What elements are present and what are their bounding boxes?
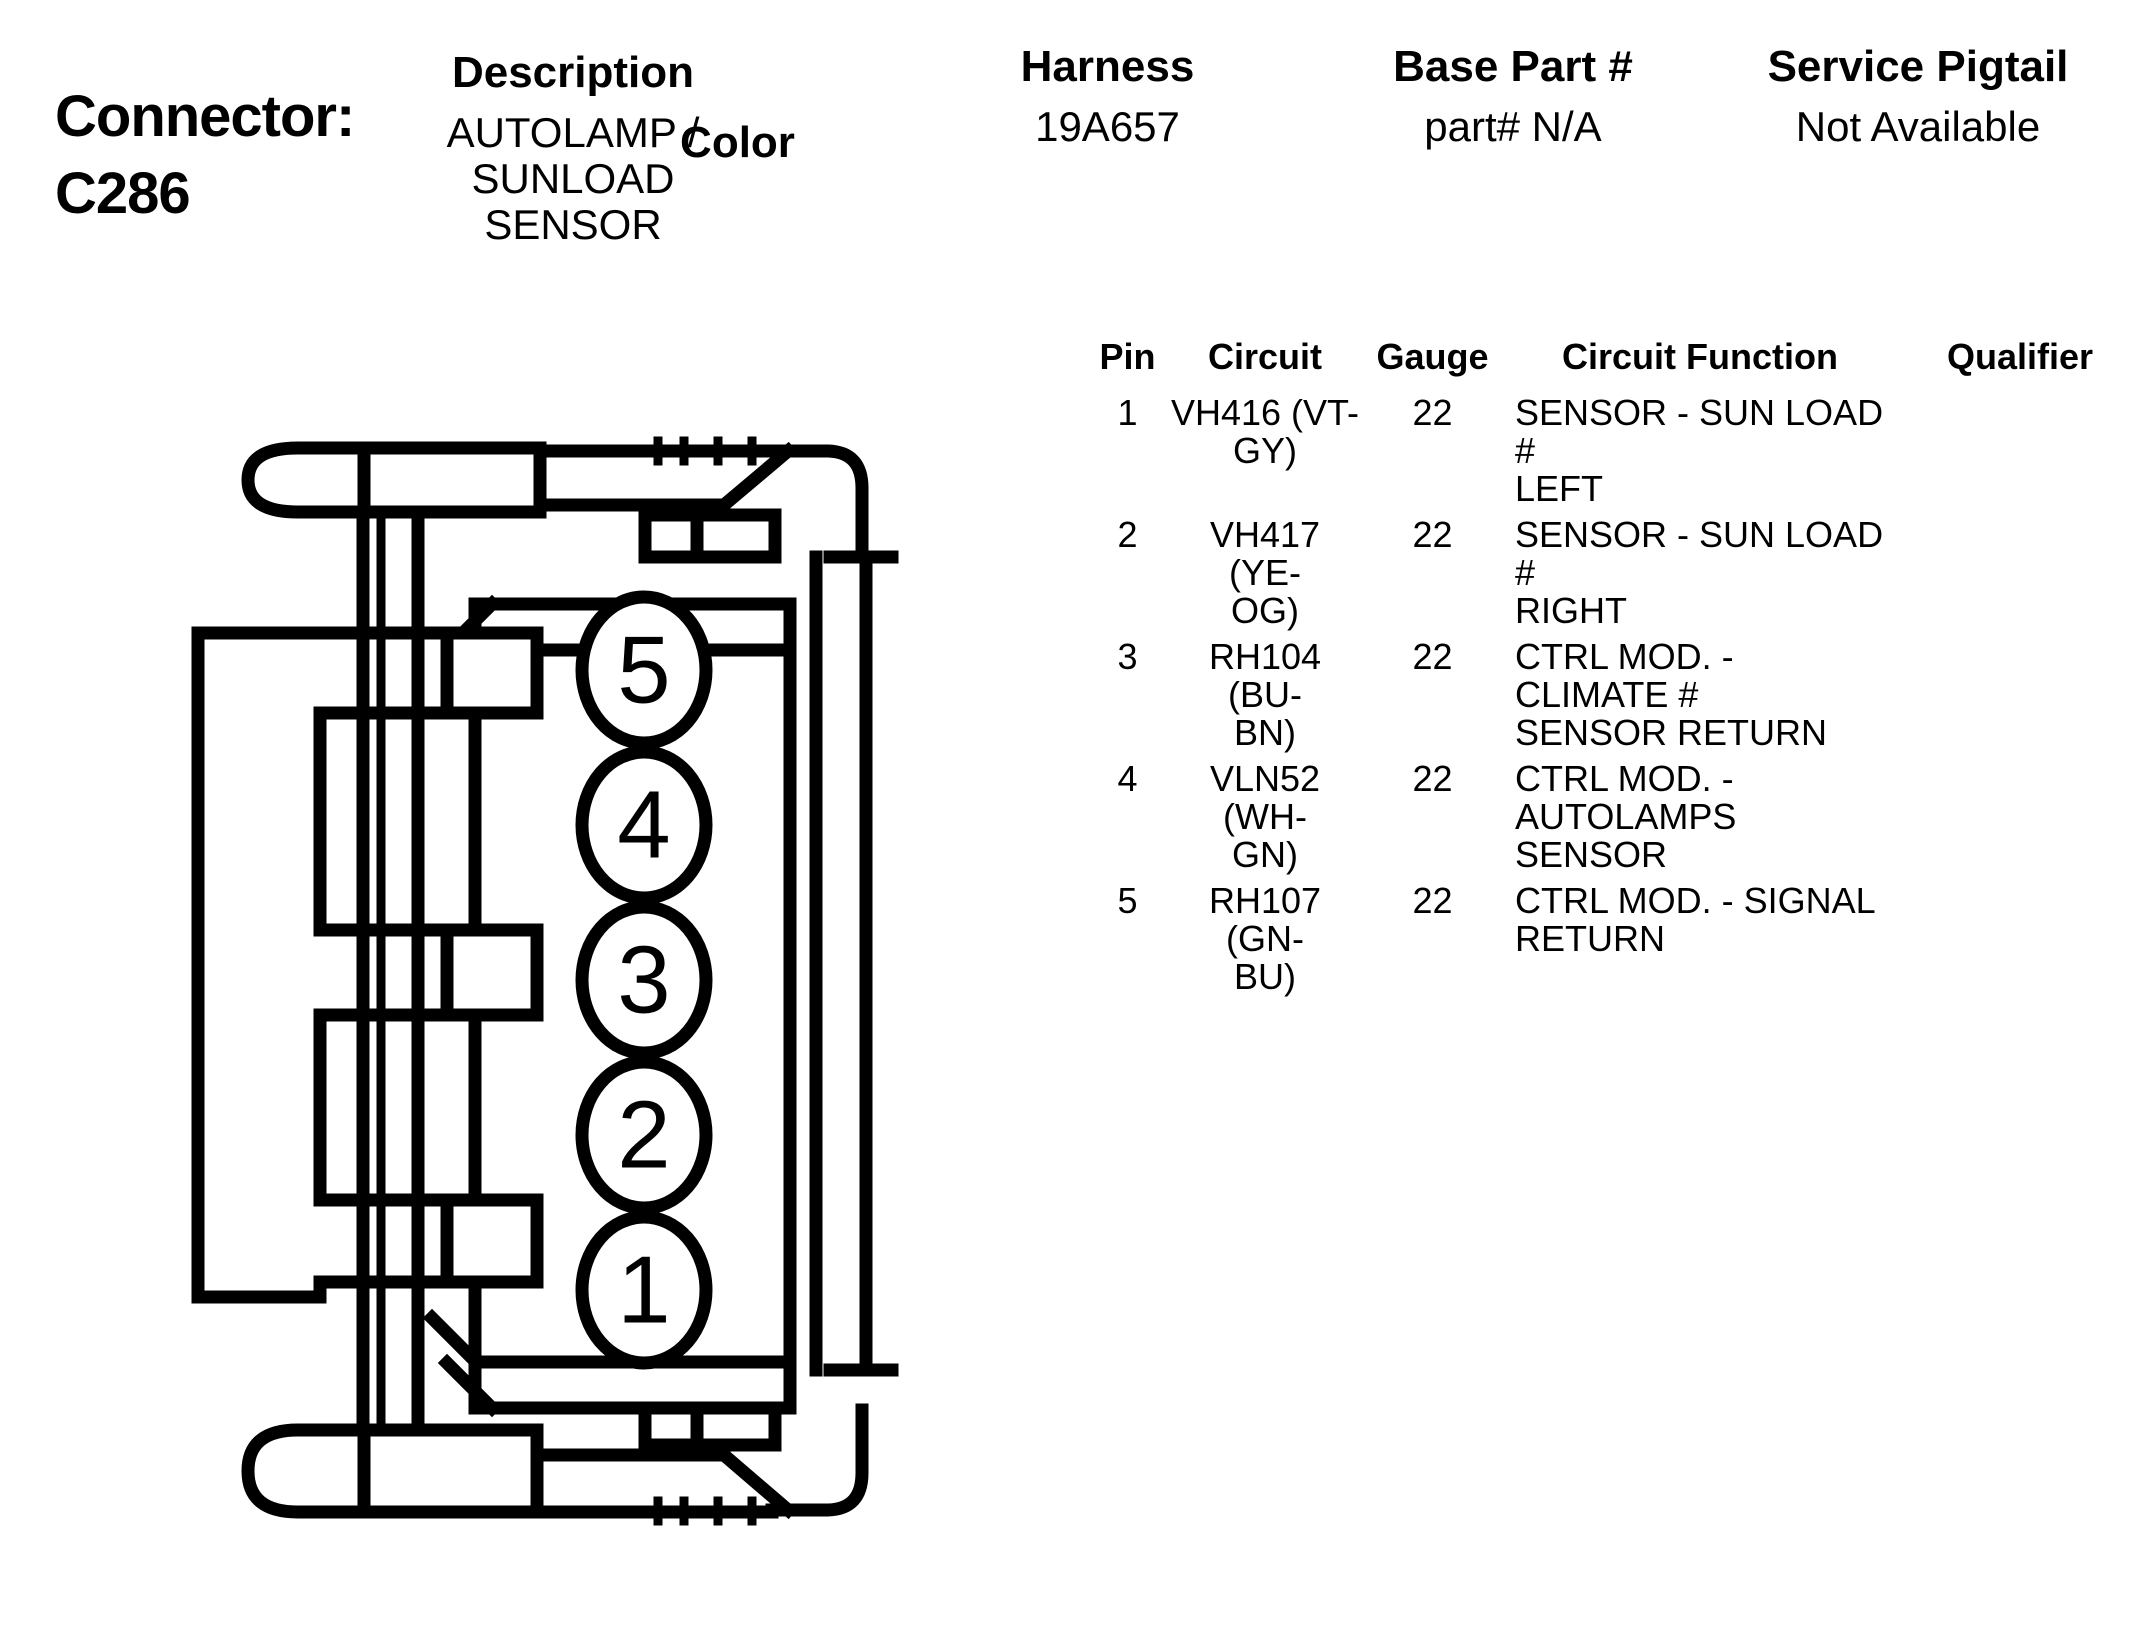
gauge-cell: 22 bbox=[1412, 392, 1453, 433]
pin-cell: 5 bbox=[1117, 880, 1138, 921]
service-pigtail-label: Service Pigtail bbox=[1767, 42, 2069, 91]
pin-cavity-3 bbox=[582, 907, 706, 1053]
circuit-line: GY) bbox=[1232, 430, 1297, 471]
pin-cell: 2 bbox=[1117, 514, 1138, 555]
pin-4-number: 4 bbox=[617, 771, 671, 879]
circuit-line: OG) bbox=[1231, 590, 1299, 631]
gauge-cell: 22 bbox=[1412, 514, 1453, 555]
circuit-line: VH416 (VT- bbox=[1170, 392, 1360, 433]
header-circuit-function: Circuit Function bbox=[1562, 336, 1838, 377]
bottom-right-hook bbox=[772, 1410, 862, 1510]
function-line: CTRL MOD. - SIGNAL bbox=[1515, 880, 1876, 921]
service-pigtail-value: Not Available bbox=[1795, 103, 2041, 150]
base-part-label: Base Part # bbox=[1393, 42, 1633, 91]
function-line: CTRL MOD. - AUTOLAMPS bbox=[1515, 758, 1737, 837]
circuit-line: GN) bbox=[1232, 834, 1298, 875]
pin-3-number: 3 bbox=[617, 926, 671, 1034]
gauge-cell: 22 bbox=[1412, 636, 1453, 677]
connector-id: C286 bbox=[55, 161, 190, 226]
connector-housing bbox=[198, 441, 892, 1521]
function-line: RETURN bbox=[1515, 918, 1665, 959]
description-line: AUTOLAMP / bbox=[446, 109, 700, 156]
circuit-line: RH107 (GN- bbox=[1208, 880, 1322, 959]
pin-cavity-4 bbox=[582, 752, 706, 898]
description-line: SENSOR bbox=[484, 201, 662, 248]
function-line: LEFT bbox=[1515, 468, 1604, 509]
circuit-line: BU) bbox=[1234, 956, 1296, 997]
description-label: Description bbox=[451, 48, 695, 97]
pin-cavity-5 bbox=[582, 597, 706, 743]
circuit-line: RH104 (BU- bbox=[1208, 636, 1322, 715]
pin-cell: 3 bbox=[1117, 636, 1138, 677]
pin-2-number: 2 bbox=[617, 1081, 671, 1189]
connector-label: Connector: bbox=[55, 84, 355, 149]
header-gauge: Gauge bbox=[1376, 336, 1489, 377]
pin-cavity-1 bbox=[582, 1217, 706, 1363]
bottom-latch-pill bbox=[248, 1430, 537, 1512]
pin-1-number: 1 bbox=[617, 1236, 671, 1344]
color-label: Color bbox=[680, 118, 795, 167]
function-line: SENSOR - SUN LOAD # bbox=[1515, 392, 1884, 471]
top-key-boxes bbox=[645, 515, 775, 557]
description-line: SUNLOAD bbox=[471, 155, 675, 202]
header-pin: Pin bbox=[1099, 336, 1156, 377]
function-line: SENSOR RETURN bbox=[1515, 712, 1828, 753]
circuit-line: VH417 (YE- bbox=[1209, 514, 1321, 593]
pin-cavity-2 bbox=[582, 1062, 706, 1208]
function-line: SENSOR - SUN LOAD # bbox=[1515, 514, 1884, 593]
header-qualifier: Qualifier bbox=[1946, 336, 2094, 377]
pin-5-number: 5 bbox=[617, 616, 671, 724]
gauge-cell: 22 bbox=[1412, 880, 1453, 921]
top-right-hook bbox=[772, 451, 862, 551]
gauge-cell: 22 bbox=[1412, 758, 1453, 799]
function-line: CTRL MOD. - CLIMATE # bbox=[1515, 636, 1734, 715]
harness-label: Harness bbox=[1020, 42, 1195, 91]
circuit-line: BN) bbox=[1234, 712, 1296, 753]
top-latch-pill bbox=[248, 448, 540, 512]
function-line: SENSOR bbox=[1515, 834, 1668, 875]
pin-cell: 1 bbox=[1117, 392, 1138, 433]
base-part-value: part# N/A bbox=[1424, 103, 1602, 150]
pin-cell: 4 bbox=[1117, 758, 1138, 799]
function-line: RIGHT bbox=[1515, 590, 1627, 631]
circuit-line: VLN52 (WH- bbox=[1209, 758, 1321, 837]
harness-value: 19A657 bbox=[1035, 103, 1180, 150]
header-circuit: Circuit bbox=[1207, 336, 1322, 377]
